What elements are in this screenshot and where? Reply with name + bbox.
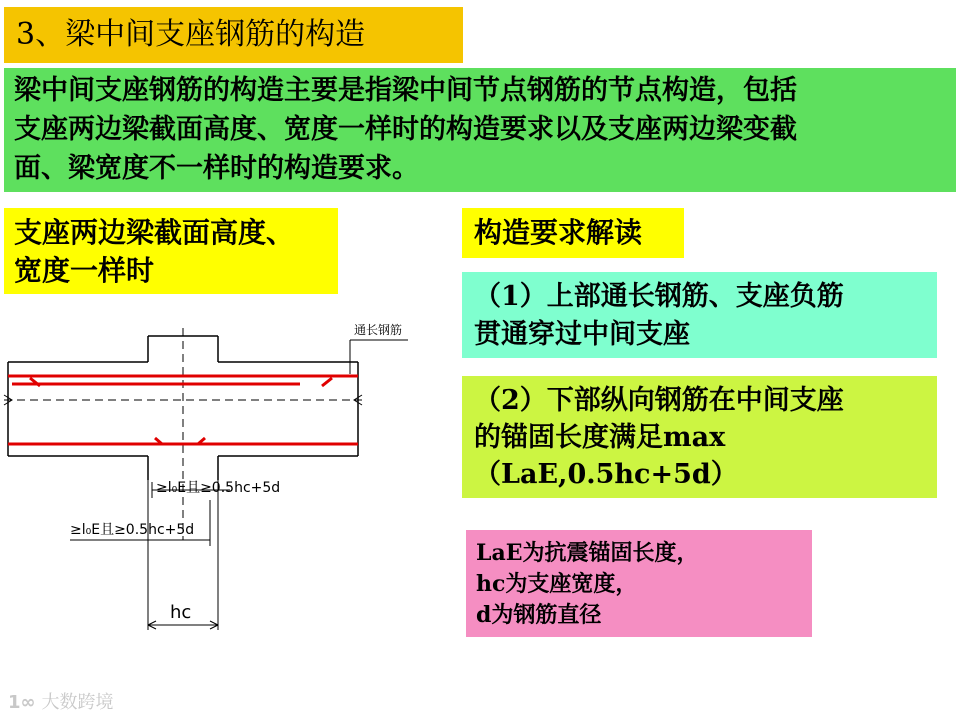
dimension-upper-label: ≥l₀E且≥0.5hc+5d [156, 480, 281, 496]
requirements-heading: 构造要求解读 [462, 208, 684, 258]
intro-line: 梁中间支座钢筋的构造主要是指梁中间节点钢筋的节点构造，包括 [14, 75, 797, 106]
watermark-text: 大数跨境 [41, 692, 114, 713]
dimension-lower-label: ≥l₀E且≥0.5hc+5d [70, 522, 195, 538]
watermark [8, 690, 114, 716]
beam-support-diagram [0, 300, 440, 640]
intro-paragraph [4, 68, 956, 192]
note-line: LaE为抗震锚固长度， [476, 540, 699, 566]
requirement-item-1 [462, 272, 937, 358]
dimension-hc-label: hc [170, 602, 192, 623]
intro-line: 面、梁宽度不一样时的构造要求。 [14, 153, 419, 184]
slide-title: 3、梁中间支座钢筋的构造 [4, 7, 463, 63]
requirement-line: 的锚固长度满足max [474, 422, 726, 453]
dimension-lines [70, 480, 230, 630]
condition-line: 宽度一样时 [14, 254, 155, 287]
definitions-note [466, 530, 812, 637]
condition-line: 支座两边梁截面高度、 [14, 216, 295, 249]
requirement-line: （LaE,0.5hc+5d） [474, 459, 738, 490]
requirement-item-2 [462, 376, 937, 498]
requirement-line: （2）下部纵向钢筋在中间支座 [474, 385, 844, 416]
intro-line: 支座两边梁截面高度、宽度一样时的构造要求以及支座两边梁变截 [14, 114, 797, 145]
watermark-logo: 1∞ [8, 692, 36, 713]
note-line: hc为支座宽度， [476, 571, 638, 597]
note-line: d为钢筋直径 [476, 602, 602, 628]
top-rebar-label: 通长钢筋 [354, 323, 403, 337]
axis-lines [4, 328, 362, 540]
requirement-line: （1）上部通长钢筋、支座负筋 [474, 281, 844, 312]
requirement-line: 贯通穿过中间支座 [474, 319, 690, 350]
condition-label [4, 208, 338, 294]
